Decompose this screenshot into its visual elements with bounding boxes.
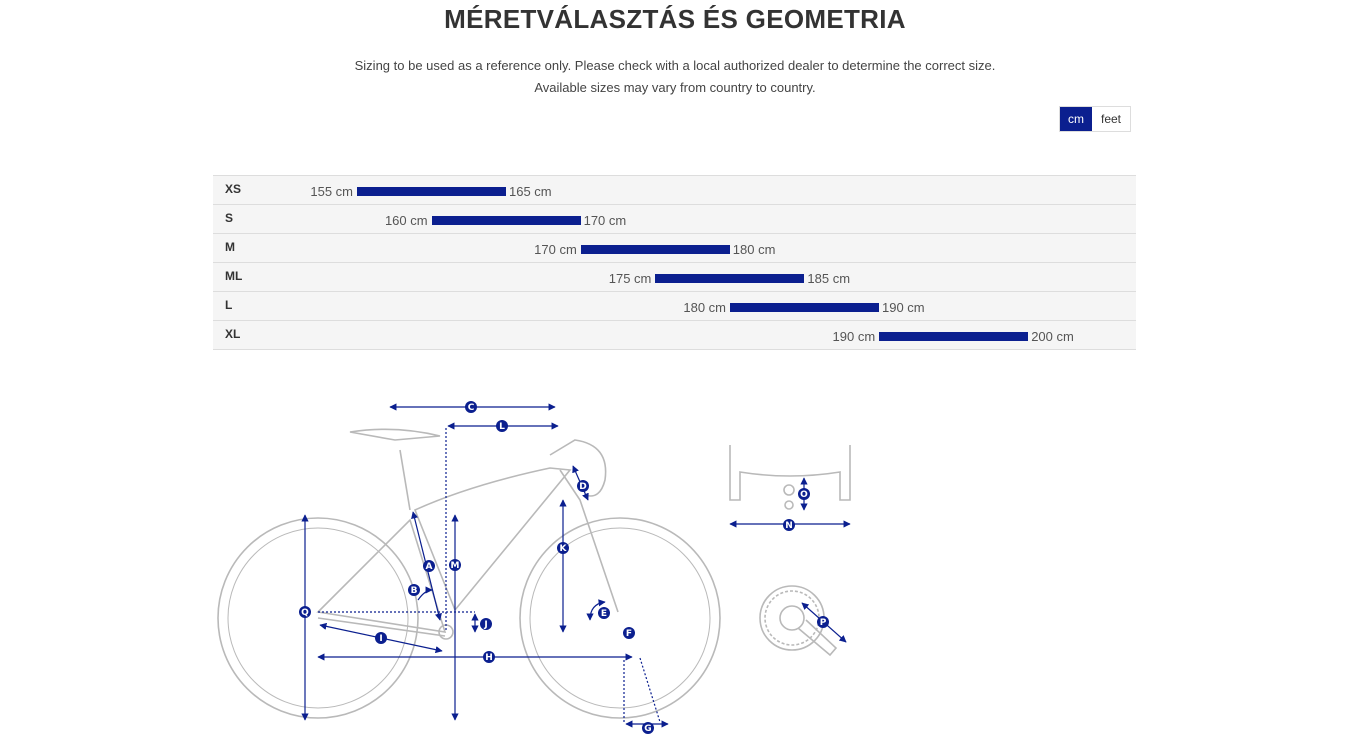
svg-text:B: B [410,586,418,596]
marker-n [783,519,795,531]
sizing-note: Sizing to be used as a reference only. Please check with a local authorized dealer to determine the correct size. [354,58,996,73]
svg-text:A: A [425,562,433,572]
marker-g [642,722,654,734]
marker-q [299,606,311,618]
size-label: XS [225,182,242,196]
svg-text:L: L [499,422,505,432]
svg-text:Q: Q [301,608,309,618]
marker-e [598,607,610,619]
saddle [350,429,440,440]
size-min: 160 cm [384,213,428,228]
marker-o [798,488,810,500]
marker-k [557,542,569,554]
marker-m [449,559,461,571]
marker-p [817,616,829,628]
size-min: 155 cm [310,184,353,199]
marker-c [465,401,477,413]
size-min: 190 cm [832,329,876,344]
svg-text:C: C [467,403,475,413]
marker-a [423,560,435,572]
svg-text:I: I [379,634,383,644]
size-label: ML [225,269,243,283]
unit-cm-button[interactable]: cm [1060,107,1092,131]
size-label: XL [225,327,241,341]
size-max: 165 cm [509,184,552,199]
marker-l [496,420,508,432]
size-min: 175 cm [608,271,652,286]
handlebar-front-view [730,445,850,509]
svg-text:N: N [785,521,793,531]
size-label: M [225,240,235,254]
main-frame [415,468,570,610]
page-title: MÉRETVÁLASZTÁS ÉS GEOMETRIA [444,4,906,34]
size-max: 190 cm [882,300,925,315]
svg-text:O: O [800,490,808,500]
marker-j [480,618,492,630]
fork [560,470,618,612]
svg-text:D: D [579,482,587,492]
svg-text:M: M [450,561,460,571]
svg-text:F: F [625,629,633,639]
svg-text:E: E [600,609,608,619]
size-max: 170 cm [583,213,627,228]
marker-d [577,480,589,492]
size-max: 180 cm [732,242,776,257]
size-label: S [225,211,234,225]
size-min: 180 cm [683,300,726,315]
svg-text:G: G [644,724,652,734]
svg-text:J: J [484,620,488,630]
svg-text:K: K [559,544,567,554]
marker-f [623,627,635,639]
availability-note: Available sizes may vary from country to country. [534,80,816,95]
marker-b [408,584,420,596]
svg-text:H: H [485,653,493,663]
size-max: 185 cm [807,271,851,286]
size-label: L [225,298,233,312]
front-wheel [520,518,720,718]
marker-h [483,651,495,663]
unit-feet-button[interactable]: feet [1092,107,1130,131]
marker-i [375,632,387,644]
svg-text:P: P [819,618,827,628]
size-min: 170 cm [534,242,577,257]
size-max: 200 cm [1031,329,1074,344]
